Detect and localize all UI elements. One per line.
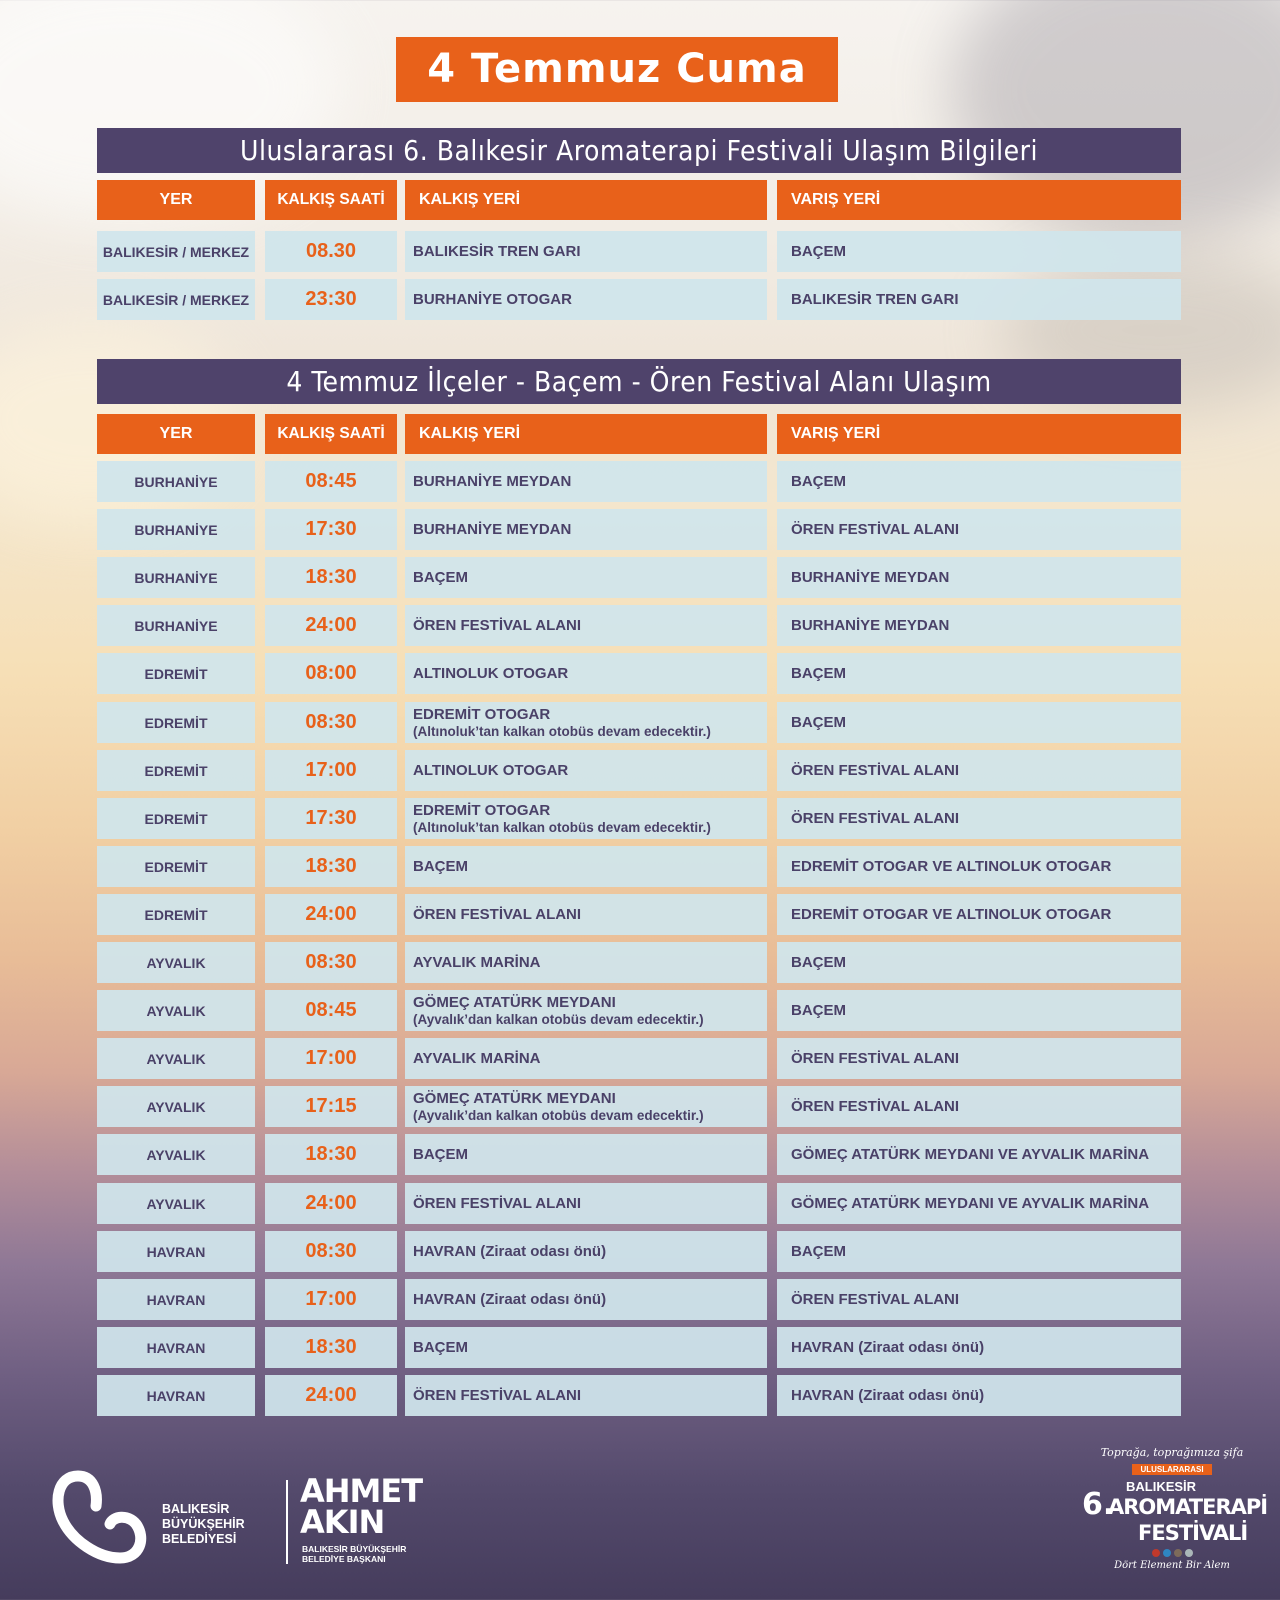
departure-place-cell-note: (Altınoluk’tan kalkan otobüs devam edecektir.) [413,724,711,739]
departure-time-cell [265,798,397,839]
table-row [97,605,1181,646]
departure-time-cell [265,1183,397,1224]
table-row [97,1231,1181,1272]
location-cell [97,461,255,502]
departure-time-cell [265,605,397,646]
departure-time-cell-text: 17:00 [305,1047,357,1069]
departure-place-cell-text: ÖREN FESTİVAL ALANI [413,617,582,634]
table-header [97,180,1181,220]
departure-place-cell-text: ÖREN FESTİVAL ALANI [413,1195,582,1212]
departure-time-cell-text: 23:30 [305,288,357,310]
mayor-title [302,1544,406,1564]
departure-time-cell-text: 24:00 [305,1384,357,1406]
footer-divider [286,1480,288,1564]
departure-time-cell-text: 08:30 [305,711,357,733]
location-cell-text: EDREMİT [144,762,208,779]
arrival-place-cell [777,1038,1181,1079]
departure-place-cell-text: EDREMİT OTOGAR [413,706,551,723]
departure-place-cell [405,1279,767,1320]
location-cell [97,846,255,887]
departure-time-cell [265,750,397,791]
departure-place-cell-text: BURHANİYE OTOGAR [413,291,572,308]
departure-time-cell [265,509,397,550]
arrival-place-cell-text: ÖREN FESTİVAL ALANI [791,1098,960,1115]
departure-time-cell [265,1134,397,1175]
departure-time-cell [265,846,397,887]
header-cell [777,180,1181,220]
location-cell-text: BALIKESİR / MERKEZ [102,243,250,260]
header-cell-text: VARIŞ YERİ [791,425,881,442]
arrival-place-cell [777,990,1181,1031]
departure-place-cell [405,461,767,502]
departure-place-cell-text: BAÇEM [413,1146,468,1163]
departure-time-cell-text: 08:00 [305,662,357,684]
location-cell-text: BALIKESİR / MERKEZ [102,291,250,308]
departure-time-cell-text: 17:30 [305,807,357,829]
departure-place-cell-text: HAVRAN (Ziraat odası önü) [413,1243,607,1260]
municipality-line: BELEDİYESİ [162,1532,237,1546]
departure-place-cell-note: (Ayvalık’dan kalkan otobüs devam edecektir.) [413,1108,704,1123]
table-row [97,750,1181,791]
location-cell-text: HAVRAN [146,1387,206,1404]
arrival-place-cell-text: ÖREN FESTİVAL ALANI [791,1291,960,1308]
departure-time-cell-text: 08:30 [305,1240,357,1262]
arrival-place-cell-text: ÖREN FESTİVAL ALANI [791,762,960,779]
table-row [97,1038,1181,1079]
arrival-place-cell [777,702,1181,743]
table-row [97,1279,1181,1320]
location-cell [97,1375,255,1416]
element-dots [1082,1549,1262,1557]
departure-time-cell [265,1086,397,1127]
table-row [97,1183,1181,1224]
departure-place-cell [405,279,767,320]
arrival-place-cell [777,798,1181,839]
table-row [97,846,1181,887]
location-cell [97,557,255,598]
arrival-place-cell [777,846,1181,887]
location-cell-text: AYVALIK [146,1098,206,1115]
arrival-place-cell-text: ÖREN FESTİVAL ALANI [791,810,960,827]
arrival-place-cell-text: GÖMEÇ ATATÜRK MEYDANI VE AYVALIK MARİNA [791,1146,1150,1163]
arrival-place-cell-text: EDREMİT OTOGAR VE ALTINOLUK OTOGAR [791,858,1112,875]
departure-place-cell-text: EDREMİT OTOGAR [413,802,551,819]
location-cell [97,1231,255,1272]
departure-time-cell [265,653,397,694]
table-header [97,414,1181,454]
departure-time-cell [265,942,397,983]
mayor-name-line: AKIN [300,1503,385,1541]
table-row [97,557,1181,598]
departure-place-cell [405,990,767,1031]
departure-time-cell-text: 24:00 [305,903,357,925]
header-cell [405,414,767,454]
municipality-name [162,1502,245,1547]
table-row [97,798,1181,839]
municipality-line: BALIKESİR [162,1502,230,1516]
departure-time-cell-text: 17:15 [305,1095,357,1117]
header-cell [777,414,1181,454]
departure-place-cell-text: ALTINOLUK OTOGAR [413,762,569,779]
arrival-place-cell-text: GÖMEÇ ATATÜRK MEYDANI VE AYVALIK MARİNA [791,1195,1150,1212]
arrival-place-cell [777,557,1181,598]
header-cell-text: KALKIŞ YERİ [419,191,521,208]
departure-time-cell [265,557,397,598]
location-cell-text: BURHANİYE [134,617,218,634]
arrival-place-cell [777,1231,1181,1272]
festival-logo [1082,1440,1268,1590]
departure-time-cell-text: 18:30 [305,566,357,588]
arrival-place-cell-text: BURHANİYE MEYDAN [791,569,950,586]
location-cell [97,1134,255,1175]
location-cell-text: BURHANİYE [134,569,218,586]
location-cell [97,1279,255,1320]
arrival-place-cell [777,605,1181,646]
departure-time-cell [265,1038,397,1079]
departure-place-cell [405,702,767,743]
location-cell-text: EDREMİT [144,906,208,923]
arrival-place-cell-text: BAÇEM [791,1002,846,1019]
departure-place-cell-text: BAÇEM [413,858,468,875]
table-row [97,702,1181,743]
header-cell-text: VARIŞ YERİ [791,191,881,208]
departure-time-cell-text: 24:00 [305,614,357,636]
departure-place-cell [405,894,767,935]
departure-time-cell [265,702,397,743]
departure-time-cell-text: 18:30 [305,855,357,877]
arrival-place-cell [777,1086,1181,1127]
departure-place-cell [405,557,767,598]
location-cell [97,653,255,694]
arrival-place-cell-text: ÖREN FESTİVAL ALANI [791,521,960,538]
arrival-place-cell [777,279,1181,320]
header-cell [265,180,397,220]
mayor-name-line: AHMET [300,1472,423,1510]
arrival-place-cell-text: BAÇEM [791,1243,846,1260]
location-cell [97,750,255,791]
arrival-place-cell [777,894,1181,935]
departure-place-cell-text: ÖREN FESTİVAL ALANI [413,1387,582,1404]
arrival-place-cell [777,750,1181,791]
departure-time-cell-text: 08:30 [305,951,357,973]
location-cell-text: AYVALIK [146,1050,206,1067]
location-cell-text: EDREMİT [144,714,208,731]
festival-ribbon: ULUSLARARASI [1132,1464,1211,1475]
departure-time-cell-text: 24:00 [305,1192,357,1214]
table-row [97,1134,1181,1175]
arrival-place-cell-text: BAÇEM [791,243,846,260]
departure-place-cell [405,1183,767,1224]
departure-time-cell-text: 18:30 [305,1336,357,1358]
departure-time-cell-text: 17:30 [305,518,357,540]
header-cell-text: KALKIŞ YERİ [419,425,521,442]
departure-place-cell [405,750,767,791]
header-cell-text: YER [159,191,193,208]
table-row [97,894,1181,935]
table-row [97,231,1181,272]
departure-place-cell-text: ÖREN FESTİVAL ALANI [413,906,582,923]
location-cell-text: AYVALIK [146,1195,206,1212]
arrival-place-cell-text: HAVRAN (Ziraat odası önü) [791,1387,985,1404]
location-cell [97,509,255,550]
departure-time-cell [265,1231,397,1272]
departure-place-cell-text: GÖMEÇ ATATÜRK MEYDANI [413,1090,616,1107]
table-row [97,1086,1181,1127]
location-cell [97,1038,255,1079]
arrival-place-cell [777,231,1181,272]
earth-dot-icon [1174,1549,1182,1557]
location-cell [97,990,255,1031]
festival-motto: Dört Element Bir Alem [1114,1560,1230,1571]
arrival-place-cell [777,461,1181,502]
departure-place-cell [405,1134,767,1175]
departure-time-cell [265,894,397,935]
header-cell-text: KALKIŞ SAATİ [277,425,385,442]
departure-place-cell [405,1327,767,1368]
location-cell-text: HAVRAN [146,1339,206,1356]
departure-place-cell [405,846,767,887]
departure-time-cell [265,231,397,272]
fire-dot-icon [1152,1549,1160,1557]
municipality-heart-logo [48,1466,148,1566]
location-cell [97,605,255,646]
arrival-place-cell-text: EDREMİT OTOGAR VE ALTINOLUK OTOGAR [791,906,1112,923]
date-banner: 4 Temmuz Cuma [396,37,838,102]
departure-time-cell [265,1375,397,1416]
header-cell-text: KALKIŞ SAATİ [277,191,385,208]
table-row [97,653,1181,694]
departure-time-cell [265,990,397,1031]
departure-time-cell [265,461,397,502]
departure-place-cell-text: BAÇEM [413,569,468,586]
departure-time-cell-text: 17:00 [305,1288,357,1310]
table-row [97,1375,1181,1416]
departure-place-cell-text: AYVALIK MARİNA [413,1050,541,1067]
location-cell-text: AYVALIK [146,1002,206,1019]
departure-place-cell-text: ALTINOLUK OTOGAR [413,665,569,682]
location-cell [97,1183,255,1224]
departure-place-cell [405,653,767,694]
location-cell-text: BURHANİYE [134,521,218,538]
departure-time-cell [265,279,397,320]
location-cell-text: EDREMİT [144,810,208,827]
departure-place-cell-text: BURHANİYE MEYDAN [413,473,572,490]
location-cell-text: EDREMİT [144,665,208,682]
departure-place-cell-text: BAÇEM [413,1339,468,1356]
arrival-place-cell-text: BAÇEM [791,665,846,682]
arrival-place-cell-text: BAÇEM [791,473,846,490]
arrival-place-cell [777,1134,1181,1175]
arrival-place-cell-text: HAVRAN (Ziraat odası önü) [791,1339,985,1356]
arrival-place-cell [777,1279,1181,1320]
departure-place-cell [405,231,767,272]
arrival-place-cell [777,1327,1181,1368]
departure-time-cell [265,1279,397,1320]
section2-title: 4 Temmuz İlçeler - Baçem - Ören Festival Alanı Ulaşım [97,359,1181,404]
arrival-place-cell-text: BURHANİYE MEYDAN [791,617,950,634]
departure-time-cell-text: 08:45 [305,470,357,492]
location-cell-text: HAVRAN [146,1291,206,1308]
arrival-place-cell [777,1183,1181,1224]
departure-place-cell [405,509,767,550]
table-row [97,461,1181,502]
arrival-place-cell [777,942,1181,983]
arrival-place-cell-text: BAÇEM [791,954,846,971]
departure-place-cell-note: (Altınoluk’tan kalkan otobüs devam edecektir.) [413,820,711,835]
festival-city: BALIKESİR [1126,1479,1197,1494]
location-cell [97,1327,255,1368]
departure-place-cell-note: (Ayvalık’dan kalkan otobüs devam edecektir.) [413,1012,704,1027]
departure-place-cell [405,1231,767,1272]
location-cell [97,798,255,839]
festival-word1: AROMATERAPİ [1108,1495,1268,1519]
municipality-line: BÜYÜKŞEHİR [162,1517,245,1531]
arrival-place-cell [777,653,1181,694]
municipality-footer [48,1466,423,1576]
departure-place-cell-text: BALIKESİR TREN GARI [413,243,581,260]
location-cell-text: BURHANİYE [134,473,218,490]
water-dot-icon [1163,1549,1171,1557]
header-cell [97,414,255,454]
header-cell [265,414,397,454]
header-cell-text: YER [159,425,193,442]
arrival-place-cell-text: ÖREN FESTİVAL ALANI [791,1050,960,1067]
departure-place-cell [405,942,767,983]
arrival-place-cell [777,1375,1181,1416]
departure-place-cell [405,605,767,646]
departure-time-cell-text: 08.30 [305,240,357,262]
departure-place-cell [405,1375,767,1416]
location-cell [97,279,255,320]
air-dot-icon [1185,1549,1193,1557]
festival-tagline: Toprağa, toprağımıza şifa [1100,1446,1244,1459]
departure-time-cell-text: 18:30 [305,1143,357,1165]
mayor-name [300,1472,423,1541]
departure-place-cell-text: GÖMEÇ ATATÜRK MEYDANI [413,994,616,1011]
departure-place-cell [405,1086,767,1127]
arrival-place-cell-text: BALIKESİR TREN GARI [791,291,959,308]
section1-title: Uluslararası 6. Balıkesir Aromaterapi Festivali Ulaşım Bilgileri [97,128,1181,173]
departure-place-cell [405,798,767,839]
table-row [97,990,1181,1031]
festival-number: 6. [1082,1487,1115,1522]
departure-place-cell-text: HAVRAN (Ziraat odası önü) [413,1291,607,1308]
table-row [97,1327,1181,1368]
location-cell-text: AYVALIK [146,1146,206,1163]
festival-word2: FESTİVALİ [1138,1521,1248,1545]
arrival-place-cell-text: BAÇEM [791,714,846,731]
location-cell [97,702,255,743]
departure-time-cell [265,1327,397,1368]
location-cell [97,942,255,983]
location-cell-text: EDREMİT [144,858,208,875]
table-row [97,279,1181,320]
departure-place-cell-text: BURHANİYE MEYDAN [413,521,572,538]
departure-time-cell-text: 17:00 [305,759,357,781]
location-cell-text: AYVALIK [146,954,206,971]
header-cell [405,180,767,220]
location-cell [97,1086,255,1127]
table-row [97,509,1181,550]
location-cell-text: HAVRAN [146,1243,206,1260]
mayor-title-line: BALIKESİR BÜYÜKŞEHİR [302,1544,407,1554]
header-cell [97,180,255,220]
departure-place-cell [405,1038,767,1079]
arrival-place-cell [777,509,1181,550]
departure-time-cell-text: 08:45 [305,999,357,1021]
table-row [97,942,1181,983]
departure-place-cell-text: AYVALIK MARİNA [413,954,541,971]
location-cell [97,231,255,272]
location-cell [97,894,255,935]
mayor-title-line: BELEDİYE BAŞKANI [302,1554,386,1564]
